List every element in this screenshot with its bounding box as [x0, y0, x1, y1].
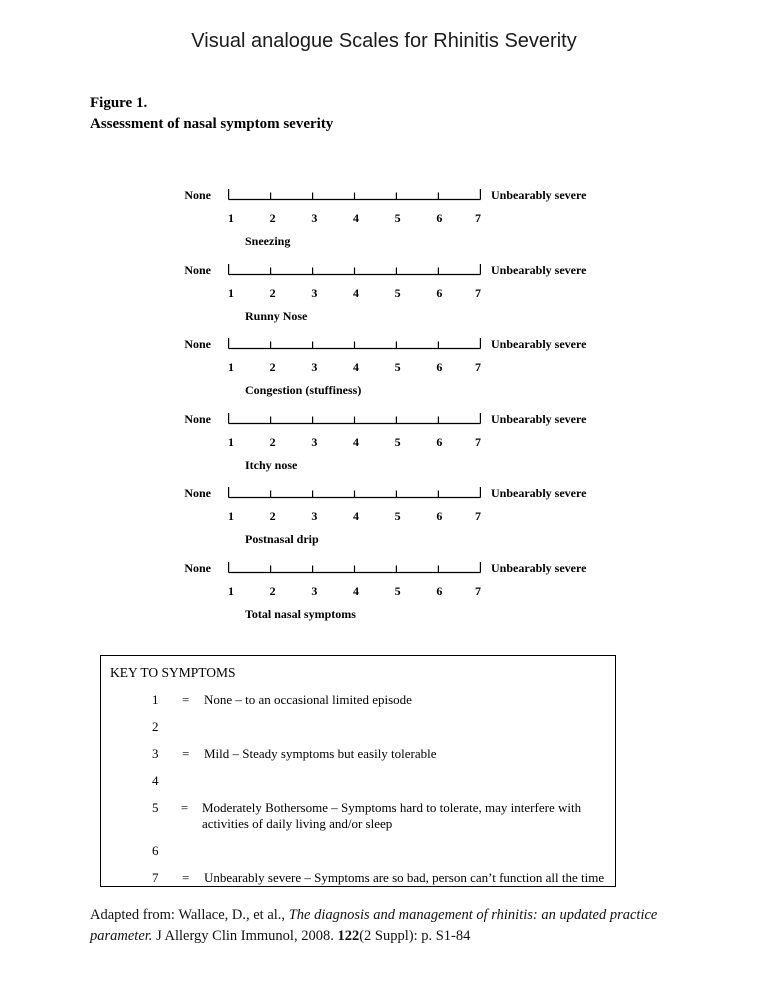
symptom-label: Total nasal symptoms: [245, 606, 356, 621]
scale-track-area: [228, 263, 481, 324]
tick-5: 5: [394, 583, 401, 598]
key-item-text: Mild – Steady symptoms but easily tolerable: [204, 746, 437, 761]
tick-4: 4: [353, 211, 360, 225]
key-item-4: [110, 773, 607, 789]
scale-track-area: [228, 412, 481, 473]
citation-journal: J Allergy Clin Immunol, 2008.: [152, 928, 338, 944]
key-item-number: 1: [152, 692, 159, 707]
citation-prefix: Adapted from: Wallace, D., et al.,: [90, 907, 289, 923]
tick-4: 4: [353, 434, 360, 449]
scale-right-label: Unbearably severe: [491, 337, 587, 352]
symptom-label: Sneezing: [245, 234, 291, 248]
figure-heading: [90, 93, 333, 135]
figure-subtitle: Assessment of nasal symptom severity: [90, 116, 334, 132]
key-item-equals: =: [180, 800, 189, 815]
scale-tick-numbers: [228, 211, 481, 225]
vas-scale-congestion: [0, 337, 768, 412]
scale-right-label: Unbearably severe: [491, 188, 587, 202]
scale-line-graphic[interactable]: [228, 188, 481, 201]
tick-4: 4: [353, 583, 360, 598]
tick-5: 5: [394, 211, 401, 225]
tick-5: 5: [394, 285, 401, 300]
tick-7: 7: [474, 509, 481, 524]
tick-5: 5: [394, 434, 401, 449]
scale-left-label: None: [184, 411, 211, 426]
symptom-label: Congestion (stuffiness): [245, 383, 362, 398]
scale-right-label: Unbearably severe: [491, 560, 587, 575]
tick-3: 3: [311, 360, 318, 375]
scale-left-label: None: [184, 337, 211, 352]
tick-1: 1: [228, 583, 235, 598]
vas-scale-postnasal-drip: [0, 486, 768, 561]
tick-6: 6: [436, 583, 443, 598]
tick-7: 7: [474, 211, 481, 225]
key-item-number: 2: [152, 719, 159, 734]
key-item-2: [110, 719, 607, 735]
scale-tick-numbers: [228, 286, 481, 300]
tick-1: 1: [228, 285, 235, 300]
tick-4: 4: [353, 285, 360, 300]
scale-tick-numbers: [228, 584, 481, 598]
key-item-text: Unbearably severe – Symptoms are so bad, person can’t function all the time: [204, 870, 605, 885]
symptom-label: Itchy nose: [245, 457, 298, 472]
vas-scale-runny-nose: [0, 263, 768, 338]
scale-line-graphic[interactable]: [228, 337, 481, 350]
key-item-7: [110, 870, 607, 886]
scale-line-graphic[interactable]: [228, 263, 481, 276]
key-item-number: 4: [152, 773, 159, 788]
vas-scale-itchy-nose: [0, 412, 768, 487]
scale-line-graphic[interactable]: [228, 486, 481, 499]
tick-1: 1: [228, 360, 235, 375]
scale-right-label: Unbearably severe: [491, 486, 587, 501]
scale-right-label: Unbearably severe: [491, 262, 587, 277]
tick-6: 6: [436, 211, 443, 225]
scale-track-area: [228, 188, 481, 249]
figure-label: Figure 1.: [90, 95, 148, 111]
tick-5: 5: [394, 509, 401, 524]
tick-5: 5: [394, 360, 401, 375]
key-item-5: [110, 800, 607, 832]
tick-2: 2: [269, 285, 276, 300]
tick-3: 3: [311, 509, 318, 524]
symptom-label: Postnasal drip: [245, 532, 319, 547]
tick-1: 1: [228, 434, 235, 449]
citation-volume: 122: [337, 928, 360, 944]
scale-tick-numbers: [228, 360, 481, 374]
tick-3: 3: [311, 583, 318, 598]
tick-4: 4: [353, 360, 360, 375]
scale-left-label: None: [184, 486, 211, 501]
tick-3: 3: [311, 285, 318, 300]
tick-3: 3: [311, 434, 318, 449]
tick-6: 6: [436, 509, 443, 524]
key-item-number: 5: [152, 800, 159, 815]
key-item-equals: =: [182, 870, 190, 885]
key-item-equals: =: [182, 692, 190, 707]
vas-scale-sneezing: [0, 188, 768, 263]
tick-4: 4: [353, 509, 360, 524]
key-item-text: None – to an occasional limited episode: [204, 692, 412, 707]
tick-1: 1: [228, 211, 235, 225]
key-item-number: 6: [152, 843, 159, 858]
key-item-3: [110, 746, 607, 762]
scale-tick-numbers: [228, 435, 481, 449]
tick-6: 6: [436, 434, 443, 449]
key-item-text: Moderately Bothersome – Symptoms hard to tolerate, may interfere with activities of daily living and/or sleep: [202, 800, 582, 831]
vas-scales-group: [0, 188, 768, 636]
tick-2: 2: [269, 583, 276, 598]
tick-6: 6: [436, 360, 443, 375]
tick-3: 3: [311, 211, 318, 225]
scale-left-label: None: [184, 262, 211, 277]
tick-2: 2: [269, 509, 276, 524]
key-item-number: 3: [152, 746, 159, 761]
key-item-number: 7: [152, 870, 159, 885]
citation-article-title: The diagnosis and management of rhinitis: an updated practice parameter.: [90, 907, 658, 944]
tick-7: 7: [474, 583, 481, 598]
scale-track-area: [228, 486, 481, 547]
page-title: Visual analogue Scales for Rhinitis Severity: [191, 30, 577, 52]
scale-left-label: None: [184, 188, 211, 202]
scale-line-graphic[interactable]: [228, 561, 481, 574]
scale-tick-numbers: [228, 509, 481, 523]
tick-7: 7: [474, 285, 481, 300]
symptom-label: Runny Nose: [245, 308, 308, 323]
citation-pages: (2 Suppl): p. S1-84: [359, 928, 471, 944]
key-title: KEY TO SYMPTOMS: [110, 665, 236, 680]
scale-left-label: None: [184, 560, 211, 575]
tick-1: 1: [228, 509, 235, 524]
key-to-symptoms-box: [100, 655, 616, 887]
tick-2: 2: [269, 360, 276, 375]
key-item-6: [110, 843, 607, 859]
scale-track-area: [228, 561, 481, 622]
tick-7: 7: [474, 434, 481, 449]
scale-right-label: Unbearably severe: [491, 411, 587, 426]
scale-track-area: [228, 337, 481, 398]
key-item-1: [110, 692, 607, 708]
vas-scale-total-nasal-symptoms: [0, 561, 768, 636]
tick-6: 6: [436, 285, 443, 300]
tick-2: 2: [269, 211, 276, 225]
citation: [90, 905, 690, 947]
key-item-equals: =: [182, 746, 190, 761]
tick-7: 7: [474, 360, 481, 375]
tick-2: 2: [269, 434, 276, 449]
scale-line-graphic[interactable]: [228, 412, 481, 425]
